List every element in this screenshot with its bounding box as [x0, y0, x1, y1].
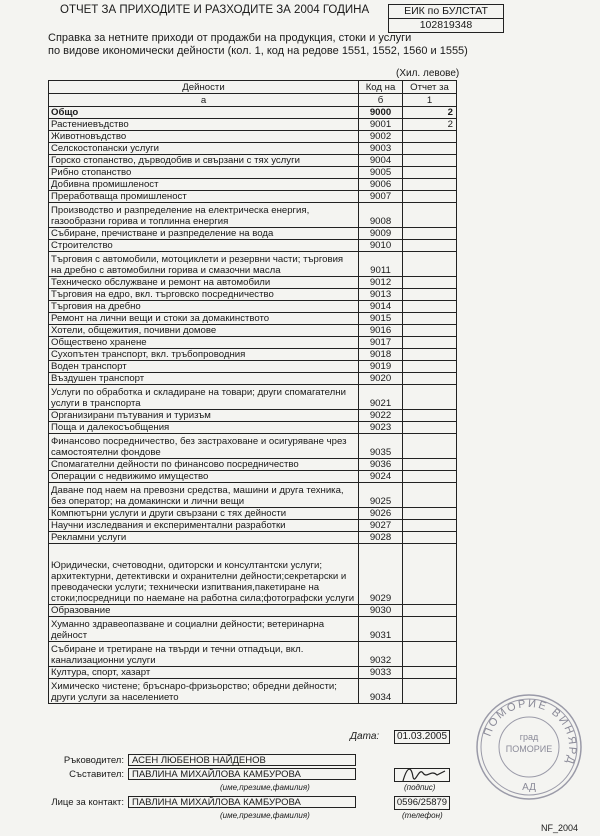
activity-amount [403, 544, 457, 605]
activity-code: 9010 [359, 240, 403, 252]
activity-name: Организирани пътувания и туризъм [49, 410, 359, 422]
activity-amount [403, 667, 457, 679]
activity-amount [403, 520, 457, 532]
activity-code: 9008 [359, 203, 403, 228]
activity-code: 9002 [359, 131, 403, 143]
activity-code: 9003 [359, 143, 403, 155]
activity-code: 9016 [359, 325, 403, 337]
activity-code: 9031 [359, 617, 403, 642]
manager-name: АСЕН ЛЮБЕНОВ НАЙДЕНОВ [128, 754, 356, 766]
table-row [49, 228, 457, 240]
activity-amount [403, 240, 457, 252]
table-row [49, 191, 457, 203]
table-row [49, 422, 457, 434]
table-row [49, 203, 457, 228]
eik-label: ЕИК по БУЛСТАТ [404, 5, 488, 17]
activity-amount [403, 155, 457, 167]
activity-code: 9019 [359, 361, 403, 373]
signature-box [394, 768, 450, 782]
contact-name-hint: (име,презиме,фамилия) [220, 811, 310, 820]
activity-name: Събиране и третиране на твърди и течни отпадъци, вкл. канализационни услуги [49, 642, 359, 667]
activity-code: 9021 [359, 385, 403, 410]
activity-amount [403, 203, 457, 228]
table-row [49, 167, 457, 179]
activity-amount [403, 679, 457, 704]
compiler-name: ПАВЛИНА МИХАЙЛОВА КАМБУРОВА [128, 768, 356, 780]
col-amount-header: Отчет за [403, 81, 457, 94]
activity-name: Спомагателни дейности по финансово посредничество [49, 459, 359, 471]
activity-amount [403, 143, 457, 155]
activity-amount [403, 277, 457, 289]
activity-name: Култура, спорт, хазарт [49, 667, 359, 679]
eik-box [388, 4, 504, 33]
table-row [49, 483, 457, 508]
date-label: Дата: [350, 731, 380, 742]
activity-amount [403, 252, 457, 277]
activity-amount [403, 228, 457, 240]
subtitle-line-2: по видове икономически дейности (кол. 1, код на редове 1551, 1552, 1560 и 1555) [48, 45, 468, 57]
activity-name: Рекламни услуги [49, 532, 359, 544]
activity-amount [403, 642, 457, 667]
activity-name: Хотели, общежития, почивни домове [49, 325, 359, 337]
activity-code: 9034 [359, 679, 403, 704]
table-row [49, 289, 457, 301]
report-title: ОТЧЕТ ЗА ПРИХОДИТЕ И РАЗХОДИТЕ ЗА 2004 ГОДИНА [60, 4, 370, 16]
activity-amount [403, 313, 457, 325]
table-row [49, 107, 457, 119]
activity-amount [403, 167, 457, 179]
activity-name: Общо [49, 107, 359, 119]
table-row [49, 301, 457, 313]
table-row [49, 349, 457, 361]
activity-code: 9030 [359, 605, 403, 617]
activity-code: 9025 [359, 483, 403, 508]
units-label: (Хил. левове) [396, 68, 460, 79]
activity-code: 9017 [359, 337, 403, 349]
table-row [49, 325, 457, 337]
table-row [49, 434, 457, 459]
activity-name: Техническо обслужване и ремонт на автомобили [49, 277, 359, 289]
table-row [49, 361, 457, 373]
activity-amount [403, 301, 457, 313]
activity-name: Ремонт на лични вещи и стоки за домакинството [49, 313, 359, 325]
activity-code: 9018 [359, 349, 403, 361]
table-row [49, 605, 457, 617]
table-row [49, 119, 457, 131]
table-row [49, 143, 457, 155]
activity-amount [403, 471, 457, 483]
activity-amount [403, 191, 457, 203]
stamp-outer-text: ПОМОРИЕ ВИНЯРД [481, 697, 579, 768]
col-code-sub: б [359, 94, 403, 107]
activity-code: 9029 [359, 544, 403, 605]
activity-code: 9026 [359, 508, 403, 520]
activity-amount [403, 131, 457, 143]
stamp-inner-top: град [519, 732, 539, 742]
activities-table-body [49, 107, 457, 704]
col-activity-sub: а [49, 94, 359, 107]
table-row [49, 277, 457, 289]
activity-amount [403, 349, 457, 361]
activity-name: Образование [49, 605, 359, 617]
activity-amount [403, 617, 457, 642]
activity-name: Въздушен транспорт [49, 373, 359, 385]
activity-amount [403, 532, 457, 544]
activity-amount [403, 605, 457, 617]
activity-amount [403, 508, 457, 520]
activity-name: Даване под наем на превозни средства, машини и друга техника, без оператор; на домакински и лични вещи [49, 483, 359, 508]
phone-value: 0596/25879 [394, 796, 450, 810]
activity-amount [403, 483, 457, 508]
subtitle-line-1: Справка за нетните приходи от продажби на продукция, стоки и услуги [48, 32, 412, 44]
contact-name: ПАВЛИНА МИХАЙЛОВА КАМБУРОВА [128, 796, 356, 808]
table-row [49, 179, 457, 191]
activity-name: Търговия на едро, вкл. търговско посредничество [49, 289, 359, 301]
activity-name: Рибно стопанство [49, 167, 359, 179]
activity-amount [403, 410, 457, 422]
activity-name: Сухопътен транспорт, вкл. тръбопроводния [49, 349, 359, 361]
activity-amount: 2 [403, 119, 457, 131]
activity-code: 9035 [359, 434, 403, 459]
activity-code: 9011 [359, 252, 403, 277]
activity-code: 9027 [359, 520, 403, 532]
activity-code: 9022 [359, 410, 403, 422]
activity-code: 9006 [359, 179, 403, 191]
activity-code: 9020 [359, 373, 403, 385]
table-row [49, 337, 457, 349]
activity-name: Воден транспорт [49, 361, 359, 373]
activity-code: 9012 [359, 277, 403, 289]
activity-code: 9028 [359, 532, 403, 544]
activity-code: 9007 [359, 191, 403, 203]
activity-name: Растениевъдство [49, 119, 359, 131]
activity-name: Хуманно здравеопазване и социални дейности; ветеринарна дейност [49, 617, 359, 642]
phone-hint: (телефон) [402, 811, 443, 820]
activity-name: Обществено хранене [49, 337, 359, 349]
report-subtitle [48, 32, 468, 58]
activity-amount [403, 422, 457, 434]
activity-name: Търговия на дребно [49, 301, 359, 313]
table-row [49, 240, 457, 252]
table-row [49, 131, 457, 143]
table-row [49, 667, 457, 679]
activity-code: 9024 [359, 471, 403, 483]
activity-name: Събиране, пречистване и разпределение на вода [49, 228, 359, 240]
table-row [49, 532, 457, 544]
activity-name: Операции с недвижимо имущество [49, 471, 359, 483]
table-row [49, 252, 457, 277]
table-row [49, 155, 457, 167]
table-row [49, 544, 457, 605]
activity-amount [403, 385, 457, 410]
activity-code: 9014 [359, 301, 403, 313]
col-amount-sub: 1 [403, 94, 457, 107]
activity-name: Химическо чистене; бръснаро-фризьорство; обредни дейности; други услуги за населението [49, 679, 359, 704]
activity-name: Добивна промишленост [49, 179, 359, 191]
activity-code: 9015 [359, 313, 403, 325]
activity-code: 9004 [359, 155, 403, 167]
activity-name: Селскостопански услуги [49, 143, 359, 155]
activity-name: Строителство [49, 240, 359, 252]
activity-amount [403, 337, 457, 349]
activity-amount [403, 179, 457, 191]
activity-amount [403, 434, 457, 459]
activity-amount [403, 289, 457, 301]
table-row [49, 459, 457, 471]
activity-name: Поща и далекосъобщения [49, 422, 359, 434]
table-row [49, 520, 457, 532]
activity-code: 9023 [359, 422, 403, 434]
table-row [49, 373, 457, 385]
activity-name: Услуги по обработка и складиране на товари; други спомагателни услуги в транспорта [49, 385, 359, 410]
activity-code: 9000 [359, 107, 403, 119]
handwritten-signature [397, 763, 451, 785]
activity-name: Финансово посредничество, без застраховане и осигуряване чрез самостоятелни фондове [49, 434, 359, 459]
col-activity-header: Дейности [49, 81, 359, 94]
stamp-inner-bottom: АД [522, 782, 536, 793]
activity-name: Горско стопанство, дърводобив и свързани с тях услуги [49, 155, 359, 167]
activity-amount [403, 361, 457, 373]
activity-name: Производство и разпределение на електрическа енергия, газообразни горива и топлинна енергия [49, 203, 359, 228]
activity-code: 9001 [359, 119, 403, 131]
activity-name: Научни изследвания и експериментални разработки [49, 520, 359, 532]
activity-code: 9005 [359, 167, 403, 179]
table-row [49, 642, 457, 667]
col-code-header: Код на [359, 81, 403, 94]
activity-name: Животновъдство [49, 131, 359, 143]
activity-name: Търговия с автомобили, мотоциклети и резервни части; търговия на дребно с автомобилни горива и смазочни масла [49, 252, 359, 277]
table-row [49, 617, 457, 642]
company-stamp [474, 692, 584, 802]
contact-label: Лице за контакт: [51, 797, 124, 808]
manager-label: Ръководител: [63, 755, 124, 766]
activity-amount: 2 [403, 107, 457, 119]
table-row [49, 313, 457, 325]
stamp-inner-mid: ПОМОРИЕ [505, 744, 553, 754]
name-hint: (име,презиме,фамилия) [220, 783, 310, 792]
activities-table [48, 80, 457, 704]
table-row [49, 385, 457, 410]
activity-amount [403, 373, 457, 385]
date-value: 01.03.2005 [394, 730, 450, 744]
signature-hint: (подпис) [404, 783, 436, 792]
activity-code: 9013 [359, 289, 403, 301]
activity-code: 9032 [359, 642, 403, 667]
eik-value: 102819348 [389, 18, 503, 32]
activity-code: 9033 [359, 667, 403, 679]
form-code: NF_2004 [541, 823, 579, 833]
activity-name: Преработваща промишленост [49, 191, 359, 203]
activity-code: 9036 [359, 459, 403, 471]
table-row [49, 471, 457, 483]
activity-amount [403, 459, 457, 471]
table-row [49, 508, 457, 520]
activity-amount [403, 325, 457, 337]
activity-name: Компютърни услуги и други свързани с тях дейности [49, 508, 359, 520]
activity-code: 9009 [359, 228, 403, 240]
table-row [49, 410, 457, 422]
activity-name: Юридически, счетоводни, одиторски и консултантски услуги; архитектурни, детективски и охранителни дейности;секретарски и преводачески услуги; технически изпитвания,пакетиране на стоки;посредници по наемане на работна сила;фотографски услуги [49, 544, 359, 605]
table-row [49, 679, 457, 704]
compiler-label: Съставител: [69, 769, 124, 780]
